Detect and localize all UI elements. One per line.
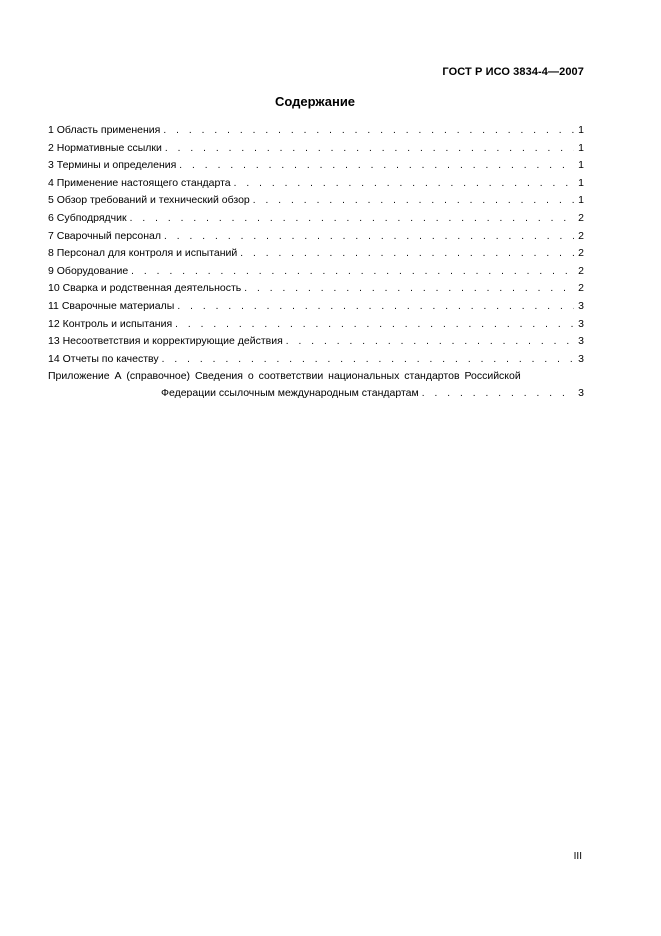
toc-entry-page: 3 [578,335,584,348]
dot-leader [422,385,574,403]
dot-leader [253,192,574,210]
toc-entry-page: 3 [578,352,584,365]
dot-leader [163,122,574,140]
toc-entry[interactable] [48,175,584,193]
toc-entry[interactable] [48,351,584,369]
toc-entry[interactable] [48,280,584,298]
dot-leader [130,210,574,228]
toc-entry-page: 1 [578,159,584,172]
dot-leader [131,263,574,281]
dot-leader [164,228,574,246]
toc-entry-label: 13 Несоответствия и корректирующие действия [48,335,283,348]
toc-entry-label: 12 Контроль и испытания [48,317,173,330]
table-of-contents [48,122,584,403]
toc-entry-label: 8 Персонал для контроля и испытаний [48,247,238,260]
toc-entry[interactable] [48,192,584,210]
toc-entry-page: 1 [578,124,584,136]
appendix-title-line1: Приложение А (справочное) Сведения о соответствии национальных стандартов Российской [48,370,521,383]
toc-entry-label: 1 Область применения [48,124,161,136]
appendix-title-line2-row [161,385,584,403]
dot-leader [234,175,574,193]
appendix-title-line2: Федерации ссылочным международным стандартам [161,387,419,400]
toc-entry-label: 9 Оборудование [48,264,129,277]
toc-entry-page: 2 [578,264,584,277]
dot-leader [286,333,574,351]
toc-entry-label: 5 Обзор требований и технический обзор [48,194,250,207]
toc-entry[interactable] [48,228,584,246]
toc-entry[interactable] [48,245,584,263]
dot-leader [240,245,574,263]
toc-entry-page: 2 [578,211,584,224]
toc-entry[interactable] [48,122,584,140]
dot-leader [177,298,574,316]
toc-entry[interactable] [48,210,584,228]
toc-entry[interactable] [48,333,584,351]
toc-appendix-entry[interactable] [48,368,584,403]
toc-entry-label: 4 Применение настоящего стандарта [48,176,231,189]
toc-entry[interactable] [48,140,584,158]
toc-entry-label: 3 Термины и определения [48,159,177,172]
toc-title: Содержание [274,94,356,109]
toc-entry-label: 6 Субподрядчик [48,211,127,224]
toc-entry[interactable] [48,157,584,175]
toc-entry-label: 10 Сварка и родственная деятельность [48,282,242,295]
dot-leader [175,316,574,334]
toc-entry-label: 2 Нормативные ссылки [48,141,162,154]
toc-entry-page: 2 [578,282,584,295]
toc-entry-page: 3 [578,317,584,330]
toc-entry-label: 7 Сварочный персонал [48,229,162,242]
toc-entry-page: 3 [578,387,584,400]
page-number: III [573,851,582,862]
toc-entry-label: 11 Сварочные материалы [48,299,175,312]
dot-leader [162,351,574,369]
toc-entry-page: 1 [578,176,584,189]
dot-leader [165,140,574,158]
toc-entry-page: 1 [578,194,584,207]
dot-leader [179,157,574,175]
toc-entry[interactable] [48,263,584,281]
document-code: ГОСТ Р ИСО 3834-4—2007 [442,66,584,78]
toc-entry[interactable] [48,316,584,334]
toc-entry-page: 2 [578,229,584,242]
toc-entry-page: 2 [578,247,584,260]
toc-entry[interactable] [48,298,584,316]
toc-entry-page: 1 [578,141,584,154]
dot-leader [244,280,574,298]
toc-entry-page: 3 [578,299,584,312]
toc-entry-label: 14 Отчеты по качеству [48,352,159,365]
